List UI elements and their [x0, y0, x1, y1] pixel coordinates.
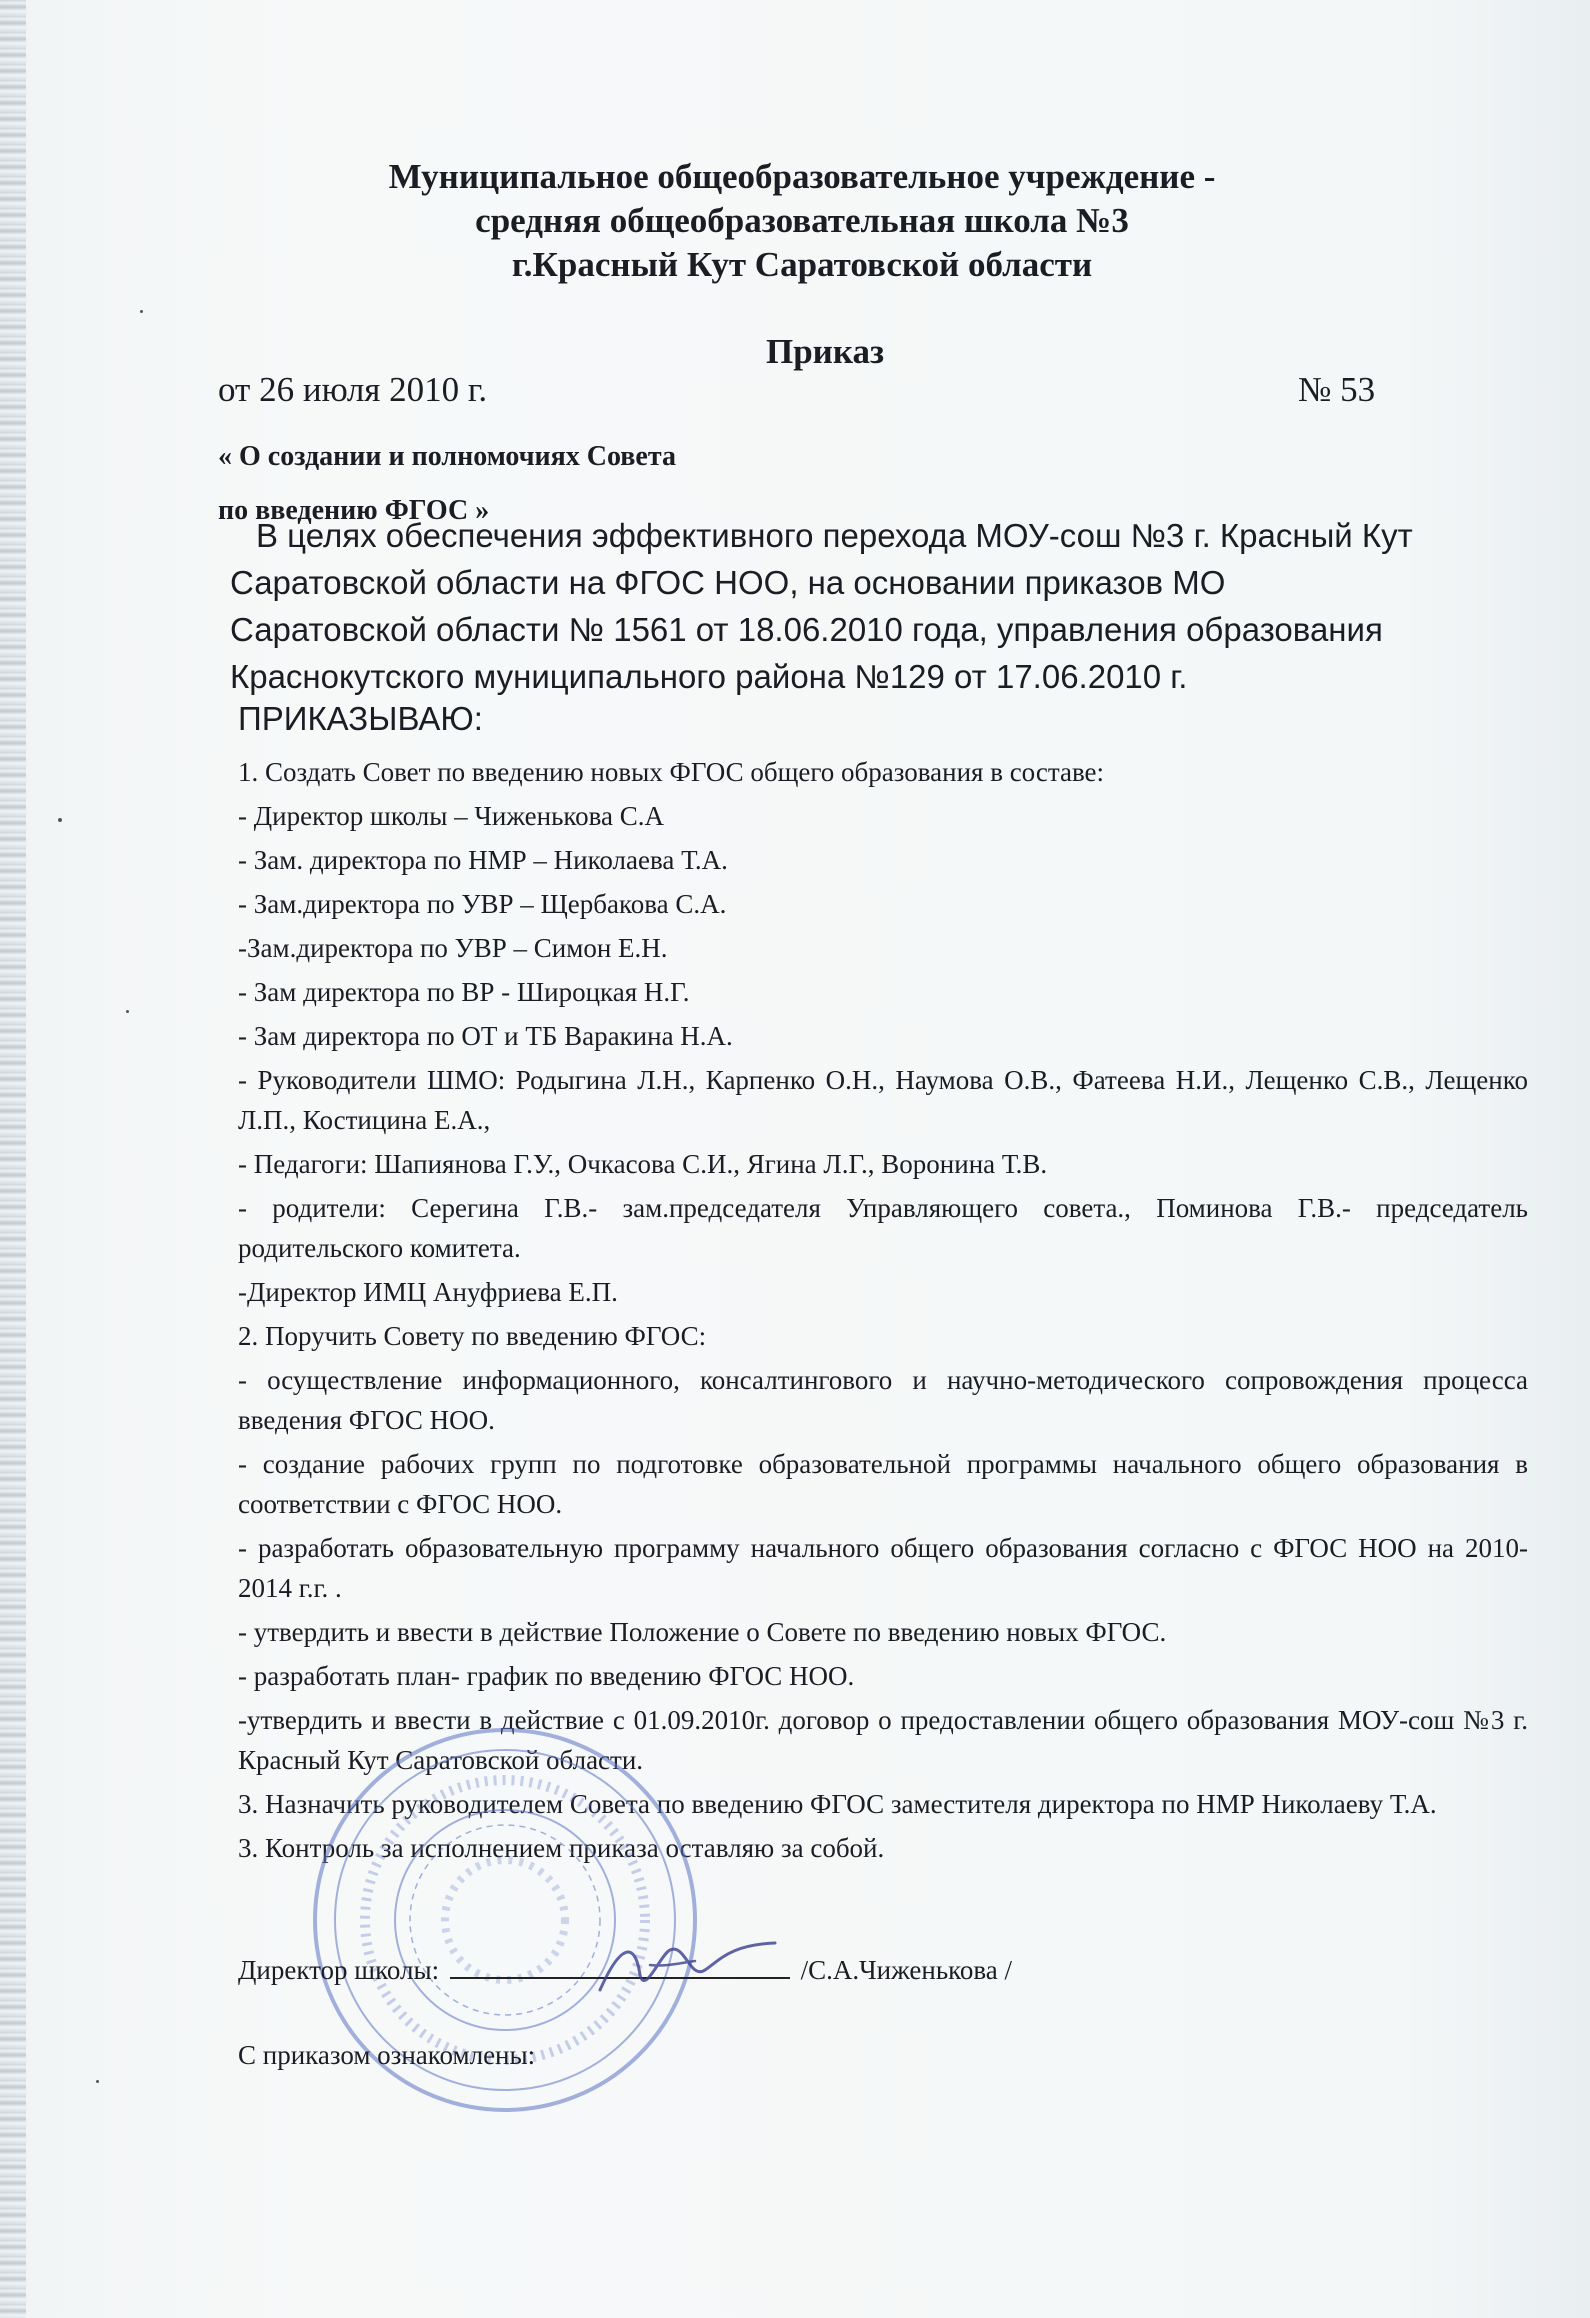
acquainted-line: С приказом ознакомлены: — [238, 2040, 536, 2070]
subject-line-2: по введению ФГОС » — [218, 495, 490, 526]
order-item: - Зам директора по ВР - Широцкая Н.Г. — [238, 977, 690, 1007]
scan-edge-shadow — [0, 0, 26, 2318]
order-item: - Директор школы – Чиженькова С.А — [238, 801, 665, 831]
preamble — [230, 512, 1530, 700]
order-item: -утвердить и ввести в действие с 01.09.2010г. договор о предоставлении общего образования МОУ-сош №3 г. Красный Кут Саратовской области. — [238, 1705, 1528, 1775]
order-item: - утвердить и ввести в действие Положение о Совете по введению новых ФГОС. — [238, 1617, 1167, 1647]
scan-speck — [96, 2080, 99, 2083]
subject-line-1: « О создании и полномочиях Совета — [218, 441, 676, 472]
order-body — [238, 752, 1528, 1872]
order-item: -Директор ИМЦ Ануфриева Е.П. — [238, 1277, 618, 1307]
order-date: от 26 июля 2010 г. — [218, 370, 488, 409]
preamble-line: В целях обеспечения эффективного перехода МОУ-сош №3 г. Красный Кут — [256, 517, 1413, 554]
order-item: 2. Поручить Совету по введению ФГОС: — [238, 1321, 707, 1351]
order-item: - Педагоги: Шапиянова Г.У., Очкасова С.И., Ягина Л.Г., Воронина Т.В. — [238, 1149, 1048, 1179]
order-item: - Зам. директора по НМР – Николаева Т.А. — [238, 845, 728, 875]
preamble-line: Краснокутского муниципального района №129 от 17.06.2010 г. — [230, 658, 1188, 695]
preamble-line: Саратовской области на ФГОС НОО, на основании приказов МО — [230, 564, 1226, 601]
header-line-2: средняя общеобразовательная школа №3 — [475, 201, 1129, 240]
document-title: Приказ — [765, 332, 885, 371]
order-number: № 53 — [1298, 370, 1376, 409]
preamble-line: Саратовской области № 1561 от 18.06.2010 года, управления образования — [230, 611, 1383, 648]
scan-speck — [140, 310, 143, 313]
order-item: 3. Назначить руководителем Совета по введению ФГОС заместителя директора по НМР Николаеву Т.А. — [238, 1789, 1437, 1819]
header-line-1: Муниципальное общеобразовательное учреждение - — [388, 157, 1216, 196]
order-item: 1. Создать Совет по введению новых ФГОС общего образования в составе: — [238, 757, 1105, 787]
order-item: 3. Контроль за исполнением приказа оставляю за собой. — [238, 1833, 885, 1863]
order-item: - создание рабочих групп по подготовке образовательной программы начального общего образования в соответствии с ФГОС НОО. — [238, 1449, 1528, 1519]
signature-role: Директор школы: — [238, 1955, 440, 1985]
order-item: -Зам.директора по УВР – Симон Е.Н. — [238, 933, 668, 963]
order-item: - родители: Серегина Г.В.- зам.председателя Управляющего совета., Поминова Г.В.- председатель родительского комитета. — [238, 1193, 1528, 1263]
order-item: - Зам.директора по УВР – Щербакова С.А. — [238, 889, 727, 919]
signature-block — [238, 1955, 1012, 1986]
signature-name: /С.А.Чиженькова / — [800, 1955, 1013, 1985]
order-item: - Зам директора по ОТ и ТБ Варакина Н.А. — [238, 1021, 733, 1051]
order-item: - осуществление информационного, консалтингового и научно-методического сопровождения процесса введения ФГОС НОО. — [238, 1365, 1528, 1435]
order-item: - Руководители ШМО: Родыгина Л.Н., Карпенко О.Н., Наумова О.В., Фатеева Н.И., Лещенко С.В., Лещенко Л.П., Костицина Е.А., — [238, 1065, 1528, 1135]
order-directive: ПРИКАЗЫВАЮ: — [238, 700, 483, 737]
scan-speck — [58, 818, 62, 822]
scan-speck — [126, 1010, 129, 1013]
order-item: - разработать образовательную программу начального общего образования согласно с ФГОС НОО на 2010-2014 г.г. . — [238, 1533, 1528, 1603]
order-item: - разработать план- график по введению ФГОС НОО. — [238, 1661, 855, 1691]
signature-line — [450, 1955, 790, 1979]
institution-header — [0, 155, 1590, 287]
header-line-3: г.Красный Кут Саратовской области — [511, 245, 1093, 284]
